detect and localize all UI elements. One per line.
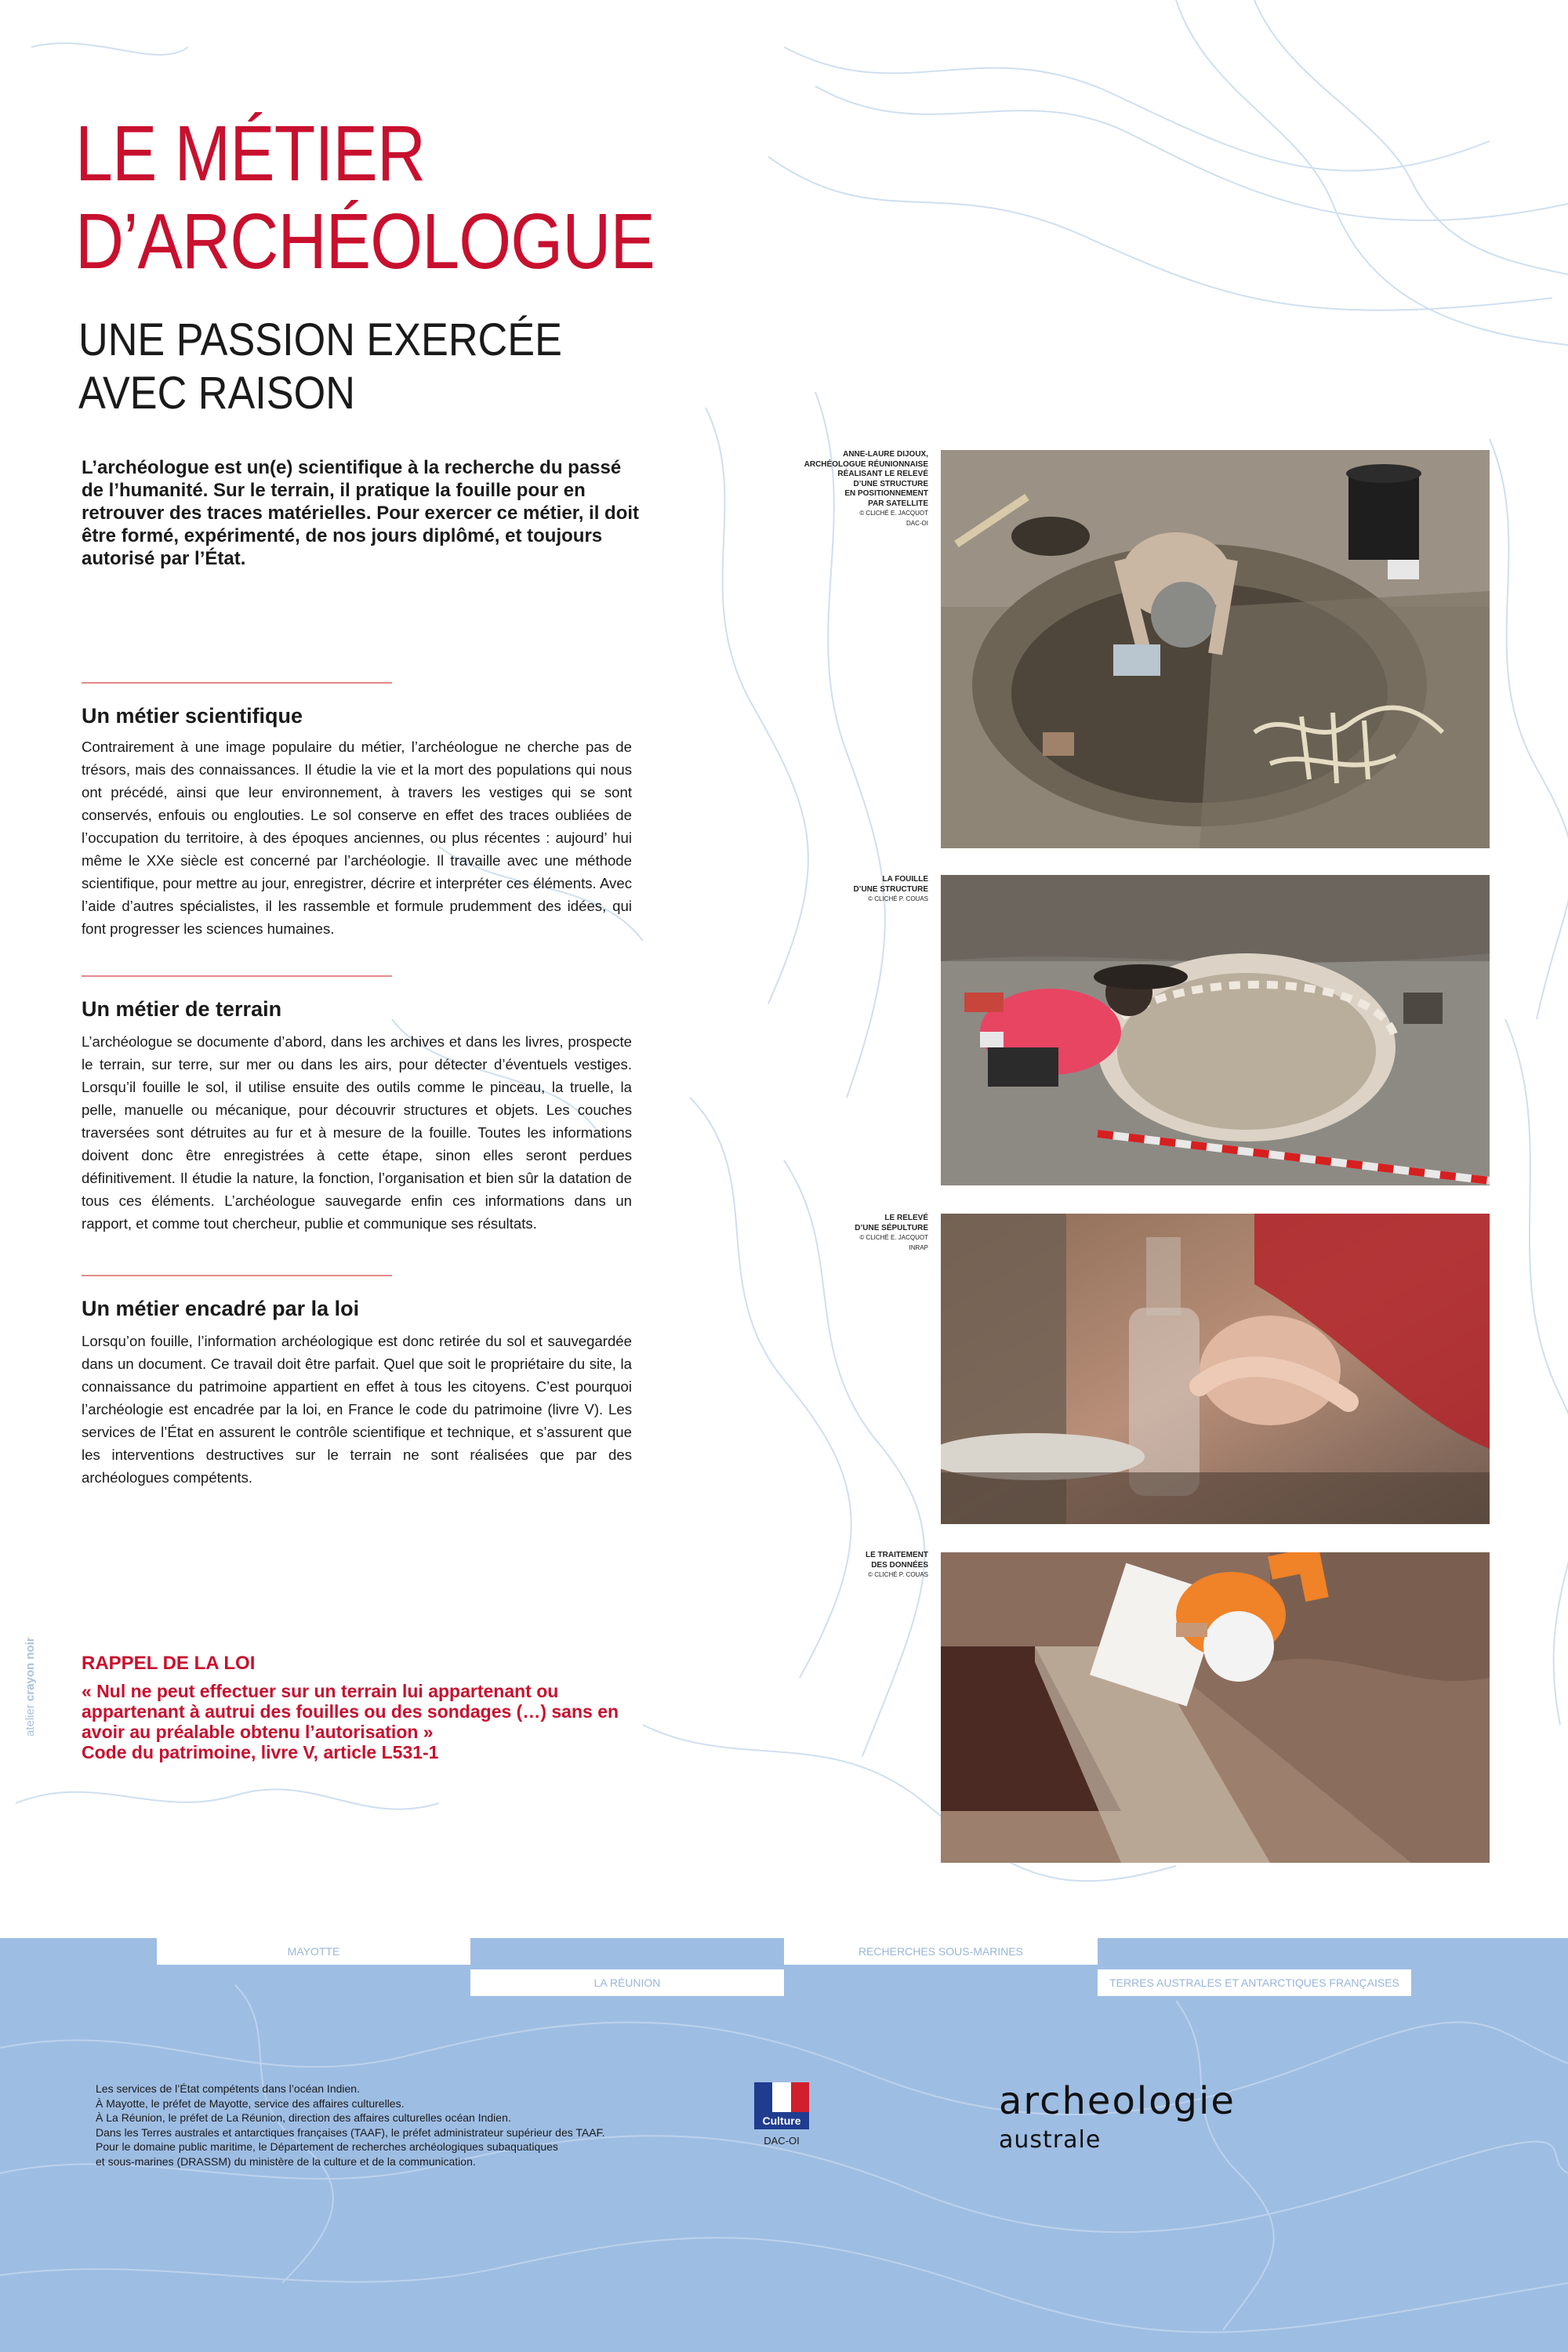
- title-line-1: LE MÉTIER: [75, 110, 426, 198]
- section-divider: [82, 1275, 392, 1276]
- section-title-terrain: Un métier de terrain: [82, 997, 282, 1021]
- page-subtitle: [78, 314, 713, 420]
- subtitle-line-2: AVEC RAISON: [78, 368, 355, 419]
- section-body-loi: Lorsqu’on fouille, l’information archéologique est donc retirée du sol et sauvegardée dans un document. Ce travail doit être parfait. Quel que soit le propriétaire du site, la connaissance du patrimoine appartient en effet à tous les citoyens. C’est pourquoi l’archéologie est encadrée par la loi, en France le code du patrimoine (livre V). Les services de l’État en assurent le contrôle scientifique et technique, et s’assurent que les interventions destructives sur le terrain ne sont réalisées que par des archéologues compétents.: [82, 1333, 632, 1486]
- tab-recherches-sous-marines[interactable]: RECHERCHES SOUS-MARINES: [784, 1938, 1098, 1965]
- subtitle-line-1: UNE PASSION EXERCÉE: [78, 314, 562, 365]
- rappel-quote: « Nul ne peut effectuer sur un terrain lui appartenant ou appartenant à autrui des fouilles ou des sondages (…) sans en avoir au préalable obtenu l’autorisation »: [82, 1681, 619, 1742]
- ministry-culture-logo: [754, 2082, 809, 2147]
- tab-terres-australes[interactable]: TERRES AUSTRALES ET ANTARCTIQUES FRANÇAISES: [1098, 1969, 1411, 1996]
- culture-label: Culture: [762, 2114, 801, 2127]
- section-title-scientifique: Un métier scientifique: [82, 704, 303, 728]
- marianne-icon: [754, 2082, 809, 2129]
- photo-caption-1: ANNE-LAURE DIJOUX, ARCHÉOLOGUE RÉUNIONNAISE RÉALISANT LE RELEVÉ D’UNE STRUCTURE EN POSITIONNEMENT PAR SATELLITE © CLICHÉ E. JACQUOT DAC-OI: [804, 450, 928, 527]
- section-divider: [82, 975, 392, 977]
- photo-caption-4: LE TRAITEMENT DES DONNÉES © CLICHÉ P. COUAS: [866, 1551, 928, 1578]
- photo-fouille-structure: [941, 875, 1490, 1185]
- title-line-2: D’ARCHÉOLOGUE: [75, 198, 655, 285]
- dac-oi-label: DAC-OI: [764, 2135, 800, 2147]
- atelier-credit: atelier crayon noir: [24, 1637, 37, 1737]
- rappel-source: Code du patrimoine, livre V, article L531-1: [82, 1742, 439, 1762]
- section-body-scientifique: Contrairement à une image populaire du métier, l’archéologue ne cherche pas de trésors, mais des connaissances. Il étudie la vie et la mort des populations qui nous ont précédé, ainsi que leur environnement, à travers les vestiges qui se sont conservés, enfouis ou englouties. Le sol conserve en effet des traces oubliées de l’occupation du territoire, à des époques anciennes, ou plus récentes : aujourd’ hui même le XXe siècle est concerné par l’archéologie. Il travaille avec une méthode scientifique, pour mettre au jour, enregistrer, décrire et interpréter ces éléments. Avec l’aide d’autres spécialistes, il les rassemble et formule prudemment des idées, qui font progresser les sciences humaines.: [82, 739, 632, 937]
- section-title-loi: Un métier encadré par la loi: [82, 1297, 360, 1320]
- footer-services-text: Les services de l’État compétents dans l’océan Indien. À Mayotte, le préfet de Mayotte, service des affaires culturelles. À La Réunion, le préfet de La Réunion, direction des affaires culturelles océan Indien. Dans les Terres australes et antarctiques françaises (TAAF), le préfet administrateur supérieur des TAAF. Pour le domaine public maritime, le Département de recherches archéologiques subaquatiques et sous-marines (DRASSM) du ministère de la culture et de la communication.: [96, 2082, 605, 2168]
- section-divider: [82, 682, 392, 684]
- photo-traitement-donnees: [941, 1552, 1490, 1863]
- brand-logo-main: archeologie: [999, 2079, 1236, 2123]
- intro-paragraph: L’archéologue est un(e) scientifique à la recherche du passé de l’humanité. Sur le terrain, il pratique la fouille pour en retrouver des traces matérielles. Pour exercer ce métier, il doit être formé, expérimenté, de nos jours diplômé, et toujours autorisé par l’État.: [82, 457, 640, 569]
- brand-logo-sub: australe: [999, 2126, 1102, 2154]
- section-body-terrain: L’archéologue se documente d’abord, dans les archives et dans les livres, prospecte le terrain, sur terre, sur mer ou dans les airs, pour détecter d’éventuels vestiges. Lorsqu’il fouille le sol, il utilise ensuite des outils comme le pinceau, la truelle, la pelle, manuelle ou mécanique, pour découvrir structures et objets. Les couches traversées sont détruites au fur et à mesure de la fouille. Toutes les informations doivent donc être enregistrées à cette étape, sinon elles seront perdues définitivement. Il étudie la nature, la fonction, l’organisation et bien sûr la datation de tous ces éléments. L’archéologue sauvegarde enfin ces informations dans un rapport, et comme tout chercheur, publie et communique ses résultats.: [82, 1033, 632, 1232]
- tab-la-reunion[interactable]: LA RÉUNION: [470, 1969, 784, 1996]
- rappel-title: RAPPEL DE LA LOI: [82, 1653, 256, 1674]
- photo-caption-3: LE RELEVÉ D’UNE SÉPULTURE © CLICHÉ E. JACQUOT INRAP: [855, 1214, 928, 1251]
- photo-excavation-pit: [941, 450, 1490, 848]
- page-title: [75, 110, 750, 285]
- photo-caption-2: LA FOUILLE D’UNE STRUCTURE © CLICHÉ P. COUAS: [853, 875, 928, 902]
- rappel-block: [82, 1681, 646, 1762]
- tab-mayotte[interactable]: MAYOTTE: [157, 1938, 470, 1965]
- photo-releve-sepulture: [941, 1214, 1490, 1524]
